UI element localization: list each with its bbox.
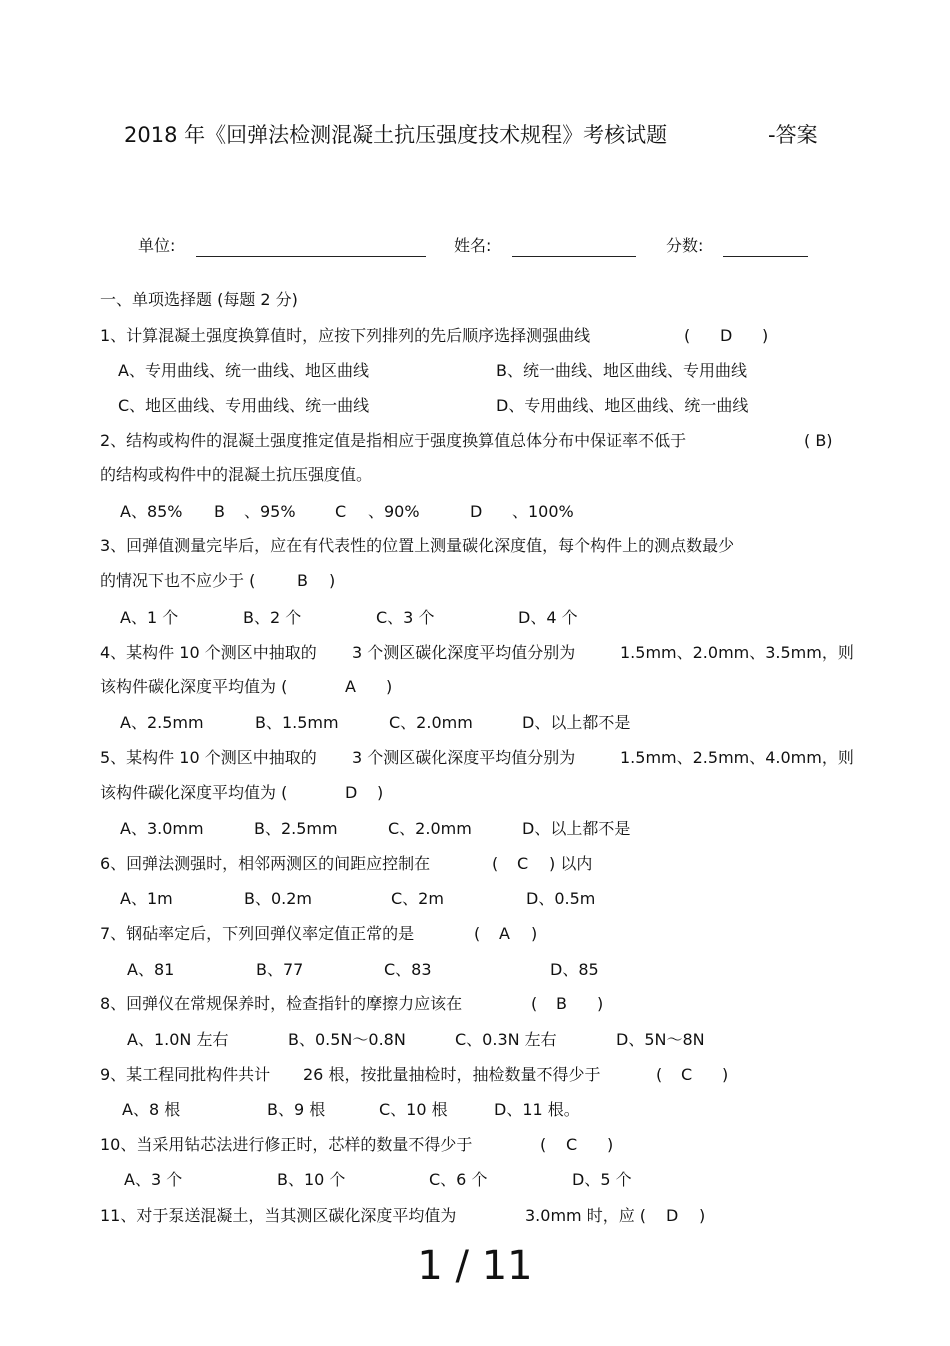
question-7-text: 7、钢砧率定后，下列回弹仪率定值正常的是 [100, 924, 415, 943]
unit-label: 单位: [138, 236, 176, 255]
question-2-option-c-value: 、90% [368, 502, 420, 521]
document-title-suffix: -答案 [768, 123, 818, 147]
question-6-open-paren: ( [492, 854, 499, 873]
question-6-answer: C [517, 854, 529, 873]
question-1-text: 1、计算混凝土强度换算值时，应按下列排列的先后顺序选择测强曲线 [100, 326, 591, 345]
question-4-option-a: A、2.5mm [120, 713, 204, 732]
question-2-text-cont: 的结构或构件中的混凝土抗压强度值。 [100, 465, 373, 484]
question-10-option-d: D、5 个 [572, 1170, 632, 1189]
question-7-option-a: A、81 [127, 960, 175, 979]
question-6-option-d: D、0.5m [526, 889, 596, 908]
question-7-option-b: B、77 [256, 960, 304, 979]
question-9-open-paren: ( [656, 1065, 663, 1084]
question-3-text-cont: 的情况下也不应少于 ( [100, 571, 256, 590]
question-9-answer: C [681, 1065, 693, 1084]
question-2-option-a: A、85% [120, 502, 183, 521]
question-8-option-c: C、0.3N 左右 [455, 1030, 557, 1049]
question-1-option-b: B、统一曲线、地区曲线、专用曲线 [496, 361, 747, 380]
question-3-option-b: B、2 个 [243, 608, 302, 627]
question-4-close-paren: ) [386, 677, 393, 696]
question-4-text-b: 3 个测区碳化深度平均值分别为 [352, 643, 576, 662]
unit-blank-line [196, 256, 426, 257]
question-8-answer: B [556, 994, 567, 1013]
question-6-text: 6、回弹法测强时，相邻两测区的间距应控制在 [100, 854, 431, 873]
question-2-option-d-letter: D [470, 502, 483, 521]
question-4-option-b: B、1.5mm [255, 713, 339, 732]
question-9-option-b: B、9 根 [267, 1100, 326, 1119]
document-title: 2018 年《回弹法检测混凝土抗压强度技术规程》考核试题 [124, 123, 668, 147]
question-4-answer: A [345, 677, 356, 696]
question-9-option-a: A、8 根 [122, 1100, 181, 1119]
question-1-option-c: C、地区曲线、专用曲线、统一曲线 [118, 396, 370, 415]
question-4-option-d: D、以上都不是 [522, 713, 631, 732]
question-1-answer: D [720, 326, 733, 345]
question-3-answer: B [297, 571, 308, 590]
question-5-text-cont: 该构件碳化深度平均值为 ( [100, 783, 288, 802]
question-2-option-d-value: 、100% [512, 502, 574, 521]
question-5-answer: D [345, 783, 358, 802]
question-10-text: 10、当采用钻芯法进行修正时，芯样的数量不得少于 [100, 1135, 473, 1154]
question-5-text-a: 5、某构件 10 个测区中抽取的 [100, 748, 317, 767]
question-7-answer: A [499, 924, 510, 943]
question-2-option-c-letter: C [335, 502, 347, 521]
question-1-close-paren: ) [762, 326, 769, 345]
question-1-option-a: A、专用曲线、统一曲线、地区曲线 [118, 361, 369, 380]
question-3-close-paren: ) [329, 571, 336, 590]
question-8-open-paren: ( [531, 994, 538, 1013]
name-blank-line [512, 256, 636, 257]
question-5-option-a: A、3.0mm [120, 819, 204, 838]
question-11-answer: D [666, 1206, 679, 1225]
question-9-text-a: 9、某工程同批构件共计 [100, 1065, 271, 1084]
question-4-text-cont: 该构件碳化深度平均值为 ( [100, 677, 288, 696]
page-number: 1 / 11 [417, 1243, 533, 1289]
question-5-text-b: 3 个测区碳化深度平均值分别为 [352, 748, 576, 767]
question-5-text-c: 1.5mm、2.5mm、4.0mm，则 [620, 748, 854, 767]
question-6-option-b: B、0.2m [244, 889, 313, 908]
question-1-open-paren: ( [684, 326, 691, 345]
question-4-text-a: 4、某构件 10 个测区中抽取的 [100, 643, 317, 662]
question-7-option-c: C、83 [384, 960, 432, 979]
question-8-close-paren: ) [597, 994, 604, 1013]
question-9-text-b: 26 根，按批量抽检时，抽检数量不得少于 [303, 1065, 601, 1084]
question-4-option-c: C、2.0mm [389, 713, 473, 732]
question-10-option-b: B、10 个 [277, 1170, 346, 1189]
question-3-text: 3、回弹值测量完毕后，应在有代表性的位置上测量碳化深度值，每个构件上的测点数最少 [100, 536, 735, 555]
name-label: 姓名: [454, 236, 492, 255]
question-8-option-b: B、0.5N～0.8N [288, 1030, 406, 1049]
question-11-text-a: 11、对于泵送混凝土，当其测区碳化深度平均值为 [100, 1206, 457, 1225]
score-blank-line [723, 256, 808, 257]
question-9-option-c: C、10 根 [379, 1100, 448, 1119]
question-7-option-d: D、85 [550, 960, 599, 979]
score-label: 分数: [666, 236, 704, 255]
question-2-text: 2、结构或构件的混凝土强度推定值是指相应于强度换算值总体分布中保证率不低于 [100, 431, 687, 450]
question-7-close-paren: ) [531, 924, 538, 943]
question-6-option-a: A、1m [120, 889, 173, 908]
question-8-option-d: D、5N～8N [616, 1030, 705, 1049]
question-9-close-paren: ) [722, 1065, 729, 1084]
question-3-option-a: A、1 个 [120, 608, 179, 627]
question-11-text-b: 3.0mm 时，应 ( [525, 1206, 647, 1225]
question-5-option-c: C、2.0mm [388, 819, 472, 838]
question-6-close-paren: ) 以内 [549, 854, 593, 873]
question-10-option-c: C、6 个 [429, 1170, 488, 1189]
question-10-answer: C [566, 1135, 578, 1154]
question-2-option-b-letter: B [214, 502, 225, 521]
question-4-text-c: 1.5mm、2.0mm、3.5mm，则 [620, 643, 854, 662]
question-10-close-paren: ) [607, 1135, 614, 1154]
question-1-option-d: D、专用曲线、地区曲线、统一曲线 [496, 396, 749, 415]
question-2-option-b-value: 、95% [244, 502, 296, 521]
question-9-option-d: D、11 根。 [494, 1100, 580, 1119]
question-10-option-a: A、3 个 [124, 1170, 183, 1189]
section-heading: 一、单项选择题 (每题 2 分) [100, 290, 298, 309]
question-5-close-paren: ) [377, 783, 384, 802]
question-11-close-paren: ) [699, 1206, 706, 1225]
question-10-open-paren: ( [540, 1135, 547, 1154]
question-8-option-a: A、1.0N 左右 [127, 1030, 229, 1049]
question-2-answer: ( B) [804, 431, 833, 450]
question-6-option-c: C、2m [391, 889, 444, 908]
question-5-option-d: D、以上都不是 [522, 819, 631, 838]
question-8-text: 8、回弹仪在常规保养时，检查指针的摩擦力应该在 [100, 994, 463, 1013]
question-7-open-paren: ( [474, 924, 481, 943]
question-5-option-b: B、2.5mm [254, 819, 338, 838]
question-3-option-c: C、3 个 [376, 608, 435, 627]
question-3-option-d: D、4 个 [518, 608, 578, 627]
